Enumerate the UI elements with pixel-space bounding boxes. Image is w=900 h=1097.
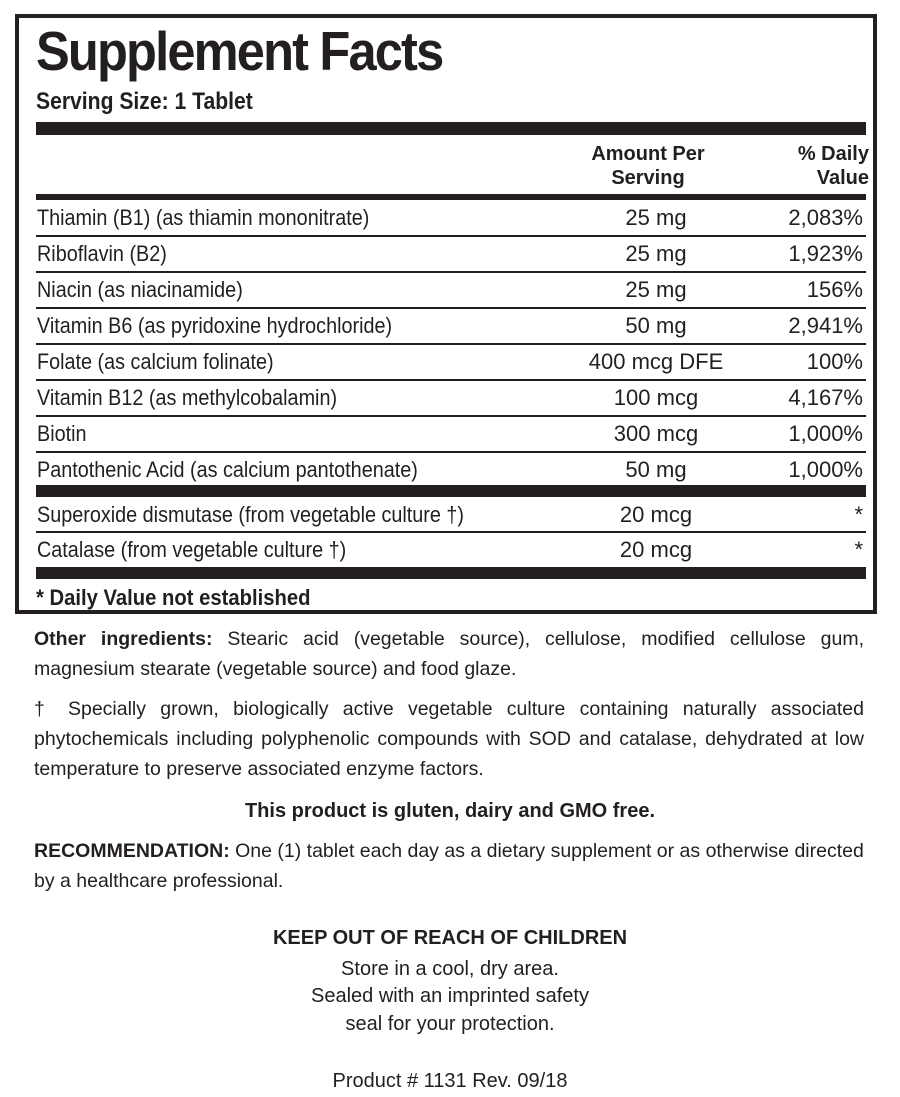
dagger-note: † Specially grown, biologically active vegetable culture containing naturally associated phytochemicals including polyphenolic compounds with SOD and catalase, dehydrated at low temperature to preserve associated enzyme factors. — [34, 698, 864, 780]
amount-header-line2: Serving — [611, 167, 685, 189]
table-row — [36, 498, 866, 532]
nutrient-name: Biotin — [37, 421, 87, 446]
table-row — [36, 309, 866, 343]
nutrient-name: Vitamin B12 (as methylcobalamin) — [37, 385, 338, 410]
storage-line-3: seal for your protection. — [345, 1013, 555, 1035]
nutrient-amount: 50 mg — [625, 457, 687, 482]
thick-rule-top — [36, 122, 866, 135]
table-row — [36, 417, 866, 451]
table-row — [36, 273, 866, 307]
other-ingredients-label: Other ingredients: — [34, 628, 213, 650]
nutrient-amount: 50 mg — [625, 313, 687, 338]
nutrient-amount: 25 mg — [625, 205, 687, 230]
nutrient-amount: 100 mcg — [613, 385, 699, 410]
table-row — [36, 533, 866, 567]
recommendation-text: One (1) tablet each day as a dietary supplement or as otherwise directed by a healthcare professional. — [34, 840, 864, 892]
nutrient-amount: 20 mcg — [619, 502, 693, 527]
nutrient-amount: 300 mcg — [613, 421, 699, 446]
nutrient-daily-value: 2,941% — [788, 313, 863, 338]
free-from-statement: This product is gluten, dairy and GMO free. — [244, 800, 656, 822]
nutrient-name: Pantothenic Acid (as calcium pantothenate) — [37, 457, 418, 482]
daily-value-header-line2: Value — [816, 167, 869, 189]
table-row — [36, 201, 866, 235]
table-row — [36, 381, 866, 415]
nutrient-amount: 400 mcg DFE — [588, 349, 724, 374]
daily-value-header-line1: % Daily — [797, 143, 869, 165]
nutrient-name: Vitamin B6 (as pyridoxine hydrochloride) — [37, 313, 393, 338]
daily-value-footnote: * Daily Value not established — [36, 585, 311, 610]
thick-rule-bottom — [36, 567, 866, 579]
recommendation-label: RECOMMENDATION: — [34, 840, 230, 862]
storage-line-1: Store in a cool, dry area. — [341, 958, 559, 980]
nutrient-name: Niacin (as niacinamide) — [37, 277, 243, 302]
nutrient-name: Riboflavin (B2) — [37, 241, 167, 266]
warning-heading: KEEP OUT OF REACH OF CHILDREN — [272, 927, 628, 949]
nutrient-daily-value: 4,167% — [788, 385, 863, 410]
nutrient-daily-value: * — [854, 502, 863, 527]
nutrient-daily-value: 1,000% — [788, 421, 863, 446]
nutrient-name: Thiamin (B1) (as thiamin mononitrate) — [37, 205, 370, 230]
nutrient-amount: 20 mcg — [619, 537, 693, 562]
table-row — [36, 237, 866, 271]
other-ingredients — [34, 624, 864, 684]
other-ingredients-text: Stearic acid (vegetable source), cellulose, modified cellulose gum, magnesium stearate (vegetable source) and food glaze. — [34, 628, 864, 680]
nutrient-name: Catalase (from vegetable culture †) — [37, 537, 347, 562]
serving-size: Serving Size: 1 Tablet — [36, 88, 253, 115]
product-number: Product # 1131 Rev. 09/18 — [332, 1070, 568, 1092]
thick-rule-middle — [36, 485, 866, 497]
nutrient-daily-value: 2,083% — [788, 205, 863, 230]
nutrient-name: Folate (as calcium folinate) — [37, 349, 274, 374]
thick-rule-header — [36, 194, 866, 200]
nutrient-name: Superoxide dismutase (from vegetable culture †) — [37, 502, 465, 527]
amount-header-line1: Amount Per — [591, 143, 705, 165]
recommendation — [34, 836, 864, 896]
table-row — [36, 345, 866, 379]
panel-title: Supplement Facts — [36, 20, 443, 82]
nutrient-daily-value: 100% — [806, 349, 863, 374]
nutrient-amount: 25 mg — [625, 241, 687, 266]
nutrient-daily-value: 156% — [806, 277, 863, 302]
supplement-facts-panel — [15, 14, 877, 614]
nutrient-daily-value: 1,000% — [788, 457, 863, 482]
amount-header — [578, 142, 718, 190]
daily-value-header — [779, 142, 869, 190]
storage-line-2: Sealed with an imprinted safety — [311, 985, 589, 1007]
nutrient-daily-value: 1,923% — [788, 241, 863, 266]
nutrient-amount: 25 mg — [625, 277, 687, 302]
nutrient-daily-value: * — [854, 537, 863, 562]
table-row — [36, 453, 866, 487]
